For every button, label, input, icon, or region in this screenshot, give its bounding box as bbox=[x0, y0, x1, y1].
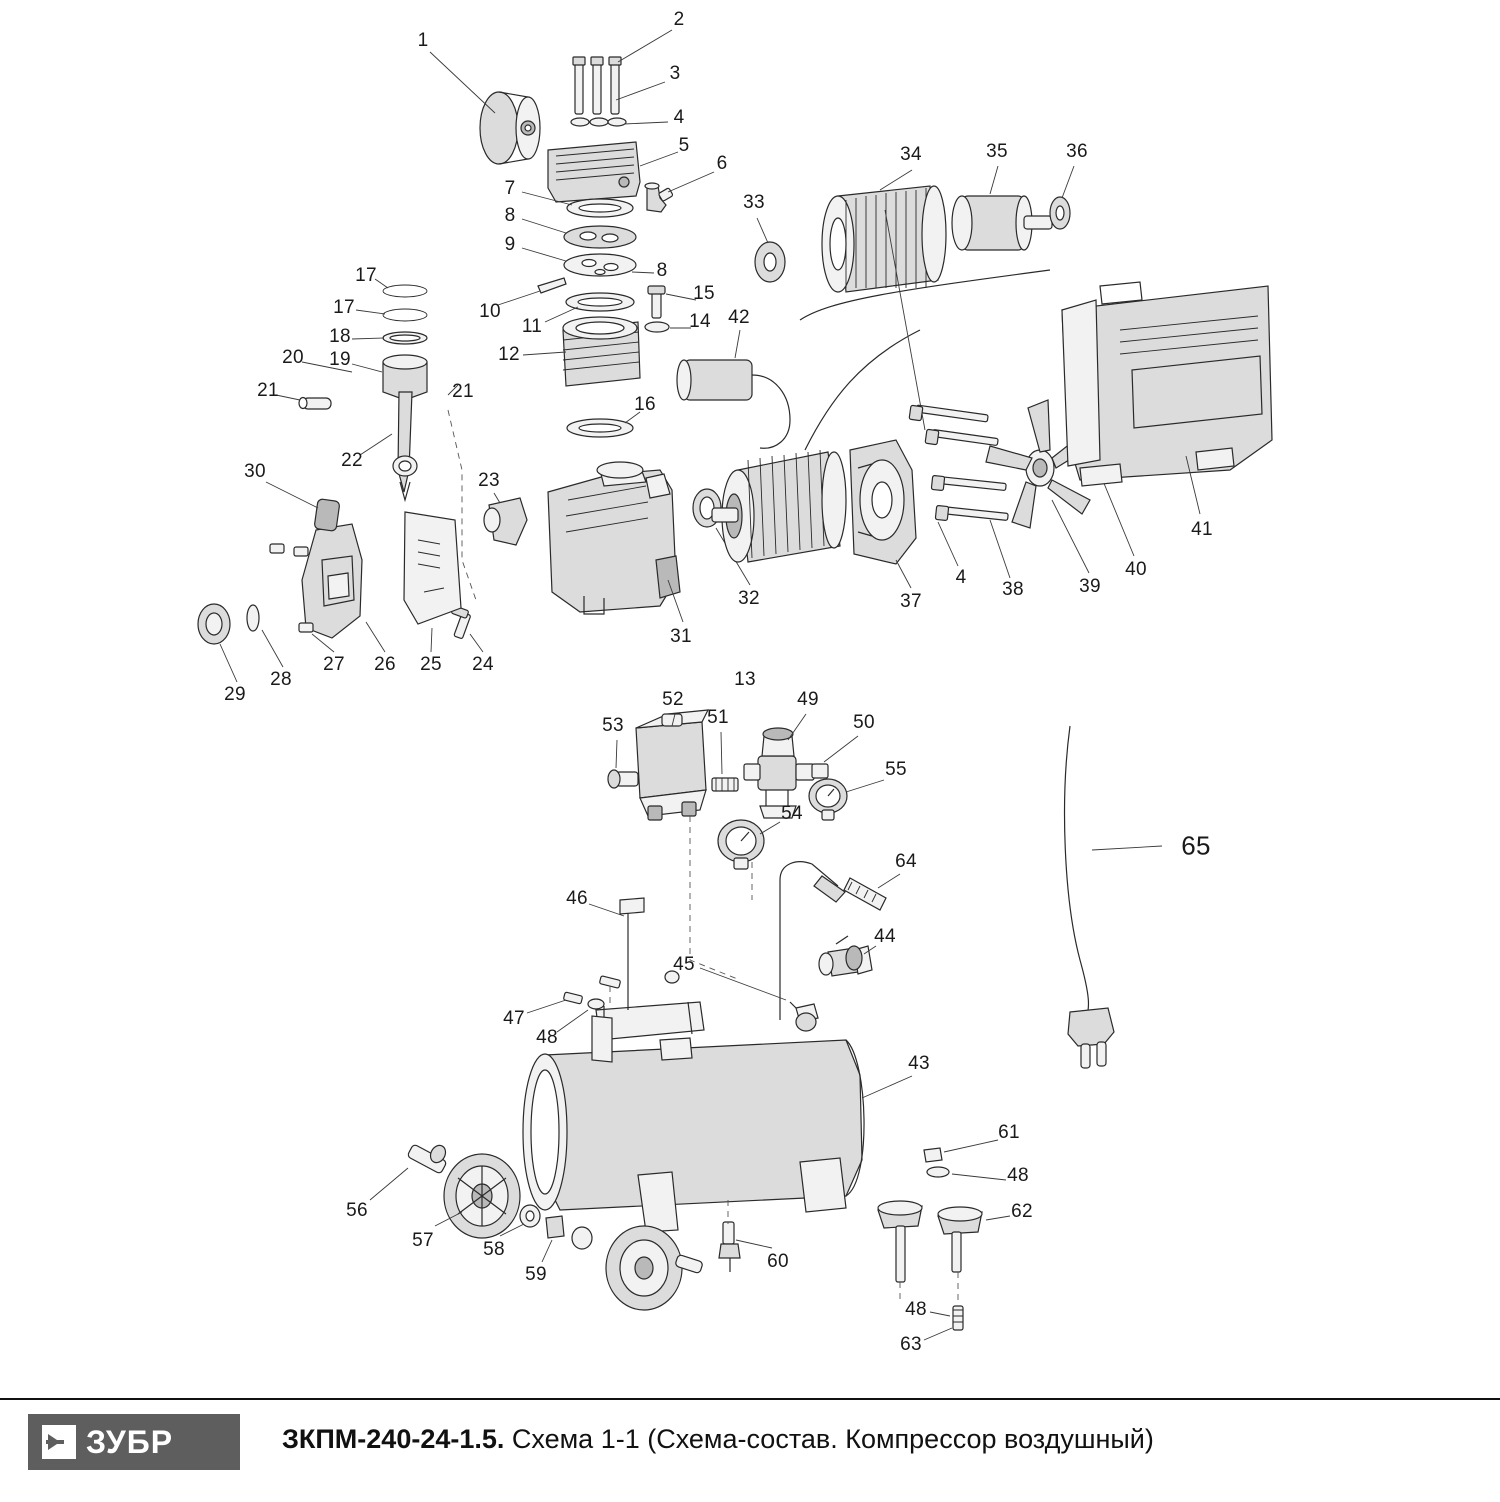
callout-3: 3 bbox=[669, 63, 681, 84]
callout-14: 14 bbox=[689, 311, 711, 332]
brand-logo bbox=[28, 1414, 240, 1470]
callout-16: 16 bbox=[634, 394, 656, 415]
callout-39: 39 bbox=[1079, 576, 1101, 597]
callout-29: 29 bbox=[224, 684, 246, 705]
callout-7: 7 bbox=[504, 178, 516, 199]
callout-22: 22 bbox=[341, 450, 363, 471]
footer-bar bbox=[0, 1398, 1500, 1502]
callout-15: 15 bbox=[693, 283, 715, 304]
callout-64: 64 bbox=[895, 851, 917, 872]
callout-43: 43 bbox=[908, 1053, 930, 1074]
diagram-caption bbox=[282, 1424, 1154, 1455]
callout-8b: 8 bbox=[656, 260, 668, 281]
callout-4a: 4 bbox=[673, 107, 685, 128]
callout-48a: 48 bbox=[536, 1027, 558, 1048]
callout-48c: 48 bbox=[905, 1299, 927, 1320]
callout-30: 30 bbox=[244, 461, 266, 482]
callout-46: 46 bbox=[566, 888, 588, 909]
callout-58: 58 bbox=[483, 1239, 505, 1260]
callout-53: 53 bbox=[602, 715, 624, 736]
callout-57: 57 bbox=[412, 1230, 434, 1251]
callout-5: 5 bbox=[678, 135, 690, 156]
callout-4b: 4 bbox=[955, 567, 967, 588]
callout-17a: 17 bbox=[355, 265, 377, 286]
callout-27: 27 bbox=[323, 654, 345, 675]
callout-17b: 17 bbox=[333, 297, 355, 318]
callout-54: 54 bbox=[781, 803, 803, 824]
brand-name: ЗУБР bbox=[86, 1423, 174, 1460]
callout-61: 61 bbox=[998, 1122, 1020, 1143]
callout-28: 28 bbox=[270, 669, 292, 690]
callout-19: 19 bbox=[329, 349, 351, 370]
callout-9: 9 bbox=[504, 234, 516, 255]
callout-18: 18 bbox=[329, 326, 351, 347]
arrow-logo-icon bbox=[42, 1425, 76, 1459]
callout-23: 23 bbox=[478, 470, 500, 491]
callout-65: 65 bbox=[1181, 830, 1211, 861]
callout-21a: 21 bbox=[257, 380, 279, 401]
callout-59: 59 bbox=[525, 1264, 547, 1285]
callout-26: 26 bbox=[374, 654, 396, 675]
callout-36: 36 bbox=[1066, 141, 1088, 162]
callout-51: 51 bbox=[707, 707, 729, 728]
callout-25: 25 bbox=[420, 654, 442, 675]
model-code: ЗКПМ-240-24-1.5. bbox=[282, 1424, 505, 1454]
callout-8a: 8 bbox=[504, 205, 516, 226]
callout-50: 50 bbox=[853, 712, 875, 733]
callout-44: 44 bbox=[874, 926, 896, 947]
callout-32: 32 bbox=[738, 588, 760, 609]
callout-31: 31 bbox=[670, 626, 692, 647]
callout-6: 6 bbox=[716, 153, 728, 174]
callout-11: 11 bbox=[521, 316, 543, 337]
callout-20: 20 bbox=[282, 347, 304, 368]
callout-37: 37 bbox=[900, 591, 922, 612]
callout-63: 63 bbox=[900, 1334, 922, 1355]
callout-33: 33 bbox=[743, 192, 765, 213]
callout-45: 45 bbox=[673, 954, 695, 975]
callout-52: 52 bbox=[662, 689, 684, 710]
callout-35: 35 bbox=[986, 141, 1008, 162]
callout-62: 62 bbox=[1011, 1201, 1033, 1222]
callout-2: 2 bbox=[673, 9, 685, 30]
callout-38: 38 bbox=[1002, 579, 1024, 600]
callout-41: 41 bbox=[1191, 519, 1213, 540]
callout-56: 56 bbox=[346, 1200, 368, 1221]
callout-47: 47 bbox=[503, 1008, 525, 1029]
callout-42: 42 bbox=[728, 307, 750, 328]
callout-40: 40 bbox=[1125, 559, 1147, 580]
callout-60: 60 bbox=[767, 1251, 789, 1272]
scheme-title: Схема 1-1 (Схема-состав. Компрессор воздушный) bbox=[511, 1424, 1154, 1454]
callout-49: 49 bbox=[797, 689, 819, 710]
callout-1: 1 bbox=[417, 30, 429, 51]
callout-12: 12 bbox=[498, 344, 520, 365]
callout-55: 55 bbox=[885, 759, 907, 780]
callout-48b: 48 bbox=[1007, 1165, 1029, 1186]
callout-13: 13 bbox=[734, 669, 756, 690]
callout-21b: 21 bbox=[452, 381, 474, 402]
callout-10: 10 bbox=[479, 301, 501, 322]
callout-24: 24 bbox=[472, 654, 494, 675]
callout-34: 34 bbox=[900, 144, 922, 165]
